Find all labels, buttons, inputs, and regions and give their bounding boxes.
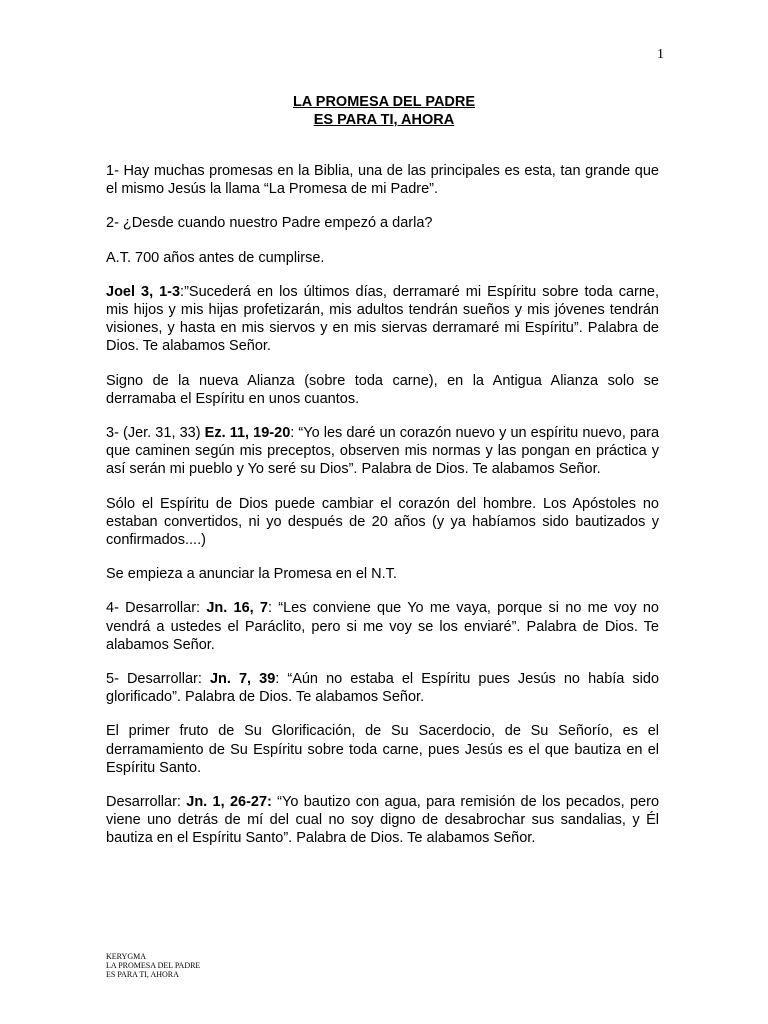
- paragraph-12: [106, 793, 659, 848]
- paragraph-prefix: 4- Desarrollar:: [106, 600, 207, 617]
- paragraph-text: “Yo bautizo con agua, para remisión de los pecados, pero viene uno detrás de mí del cual no soy digno de desabrochar sus sandalias, y Él bautiza en el Espíritu Santo”. Palabra de Dios. Te alabamos Señor.: [106, 794, 660, 847]
- title-line-1: LA PROMESA DEL PADRE: [292, 94, 476, 110]
- paragraph-1: [106, 162, 659, 198]
- paragraph-text: :”Sucederá en los últimos días, derramaré mi Espíritu sobre toda carne, mis hijos y mis hijas profetizarán, mis adultos tendrán sueños y mis jóvenes tendrán visiones, y hasta en mis siervos y en mis siervas derramaré mi Espíritu”. Palabra de Dios. Te alabamos Señor.: [106, 283, 659, 355]
- bible-reference: Jn. 1, 26-27:: [186, 794, 272, 811]
- footer-line-3: ES PARA TI, AHORA: [106, 970, 179, 979]
- paragraph-text: Sólo el Espíritu de Dios puede cambiar el corazón del hombre. Los Apóstoles no estaban convertidos, ni yo después de 20 años (y ya habíamos sido bautizados y confirmados....): [106, 495, 659, 549]
- paragraph-3: [106, 249, 659, 267]
- title-line-2: ES PARA TI, AHORA: [313, 112, 455, 128]
- page-title: [0, 93, 768, 129]
- paragraph-prefix: 5- Desarrollar:: [106, 671, 210, 688]
- bible-reference: Ez. 11, 19-20: [204, 425, 291, 442]
- paragraph-text: : “Aún no estaba el Espíritu pues Jesús no había sido glorificado”. Palabra de Dios. Te alabamos Señor.: [106, 671, 660, 706]
- paragraph-6: [106, 424, 659, 479]
- bible-reference: Jn. 16, 7: [206, 600, 268, 617]
- paragraph-prefix: 3- (Jer. 31, 33): [106, 425, 205, 442]
- paragraph-text: : “Les conviene que Yo me vaya, porque si no me voy no vendrá a ustedes el Paráclito, pero si me voy se los enviaré”. Palabra de Dios. Te alabamos Señor.: [106, 600, 659, 653]
- page-number: 1: [657, 47, 664, 62]
- paragraph-10: [106, 670, 659, 706]
- paragraph-5: [106, 372, 659, 408]
- paragraph-2: [106, 214, 659, 232]
- paragraph-text: 2- ¿Desde cuando nuestro Padre empezó a darla?: [106, 215, 433, 232]
- paragraph-text: : “Yo les daré un corazón nuevo y un espíritu nuevo, para que caminen según mis preceptos, observen mis normas y las pongan en práctica y así serán mi pueblo y Yo seré su Dios”. Palabra de Dios. Te alabamos Señor.: [106, 425, 660, 478]
- footer-line-1: KERYGMA: [106, 952, 147, 961]
- paragraph-text: 1- Hay muchas promesas en la Biblia, una de las principales es esta, tan grande que el mismo Jesús la llama “La Promesa de mi Padre”.: [106, 163, 659, 198]
- paragraph-8: [106, 565, 659, 583]
- footer-line-2: LA PROMESA DEL PADRE: [106, 961, 201, 970]
- page-footer: [106, 952, 200, 979]
- paragraph-text: Se empieza a anunciar la Promesa en el N.T.: [106, 566, 397, 583]
- paragraph-prefix: Desarrollar:: [106, 794, 187, 811]
- paragraph-11: [106, 722, 659, 777]
- paragraph-4: [106, 283, 659, 356]
- document-body: [106, 162, 659, 864]
- bible-reference: Jn. 7, 39: [209, 671, 276, 688]
- paragraph-text: Signo de la nueva Alianza (sobre toda carne), en la Antigua Alianza solo se derramaba el Espíritu en unos cuantos.: [106, 372, 659, 407]
- bible-reference: Joel 3, 1-3: [106, 283, 181, 300]
- paragraph-text: A.T. 700 años antes de cumplirse.: [106, 249, 325, 266]
- paragraph-text: El primer fruto de Su Glorificación, de Su Sacerdocio, de Su Señorío, es el derramamiento de Su Espíritu sobre toda carne, pues Jesús es el que bautiza en el Espíritu Santo.: [106, 723, 659, 776]
- paragraph-7: [106, 495, 659, 550]
- paragraph-9: [106, 599, 659, 654]
